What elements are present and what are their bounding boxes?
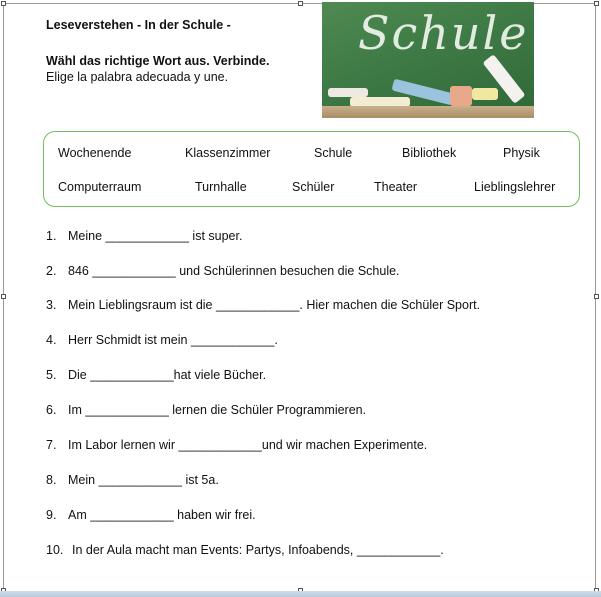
word-bank-item[interactable]: Turnhalle <box>195 180 247 194</box>
question-number: 3. <box>46 298 57 312</box>
question-text: Meine ____________ ist super. <box>68 229 243 243</box>
word-bank-item[interactable]: Klassenzimmer <box>185 146 271 160</box>
resize-handle-middle-right[interactable] <box>594 294 599 299</box>
question-number: 5. <box>46 368 57 382</box>
question-number: 9. <box>46 508 57 522</box>
status-strip <box>0 591 601 597</box>
worksheet-title: Leseverstehen - In der Schule - <box>46 18 231 32</box>
chalk-tray <box>322 106 534 118</box>
word-bank-item[interactable]: Schule <box>314 146 353 160</box>
word-bank-box <box>43 131 580 207</box>
word-bank-item[interactable]: Theater <box>374 180 418 194</box>
question-item <box>46 473 219 487</box>
question-text: Die ____________hat viele Bücher. <box>68 368 267 382</box>
question-number: 7. <box>46 438 57 452</box>
resize-handle-top-center[interactable] <box>298 1 303 6</box>
question-number: 6. <box>46 403 57 417</box>
chalkboard-photo <box>322 2 534 118</box>
question-text: Mein ____________ ist 5a. <box>68 473 219 487</box>
question-item <box>46 229 242 243</box>
question-text: Im Labor lernen wir ____________und wir machen Experimente. <box>68 438 428 452</box>
chalk-piece <box>472 88 498 100</box>
question-item <box>46 403 366 417</box>
question-text: Herr Schmidt ist mein ____________. <box>68 333 278 347</box>
question-item <box>46 264 400 278</box>
word-bank-item[interactable]: Lieblingslehrer <box>474 180 556 194</box>
question-item <box>46 508 256 522</box>
chalk-piece <box>328 88 368 97</box>
question-number: 1. <box>46 229 57 243</box>
question-item <box>46 368 266 382</box>
word-bank-item[interactable]: Physik <box>503 146 540 160</box>
question-number: 10. <box>46 543 64 557</box>
question-item <box>46 543 444 557</box>
question-number: 8. <box>46 473 57 487</box>
chalk-piece <box>450 86 472 106</box>
word-bank-item[interactable]: Bibliothek <box>402 146 457 160</box>
question-item <box>46 438 427 452</box>
question-text: Im ____________ lernen die Schüler Programmieren. <box>68 403 367 417</box>
question-item <box>46 333 278 347</box>
resize-handle-top-left[interactable] <box>1 1 6 6</box>
chalkboard-word: Schule <box>358 6 529 60</box>
resize-handle-middle-left[interactable] <box>1 294 6 299</box>
question-number: 4. <box>46 333 57 347</box>
question-text: In der Aula macht man Events: Partys, Infoabends, ____________. <box>72 543 444 557</box>
question-text: 846 ____________ und Schülerinnen besuchen die Schule. <box>68 264 400 278</box>
question-text: Mein Lieblingsraum ist die ____________. Hier machen die Schüler Sport. <box>68 298 481 312</box>
word-bank-item[interactable]: Wochenende <box>58 146 132 160</box>
question-number: 2. <box>46 264 57 278</box>
word-bank-item[interactable]: Computerraum <box>58 180 142 194</box>
instruction-german: Wähl das richtige Wort aus. Verbinde. <box>46 54 270 68</box>
instruction-spanish: Elige la palabra adecuada y une. <box>46 70 229 84</box>
question-item <box>46 298 480 312</box>
question-text: Am ____________ haben wir frei. <box>68 508 256 522</box>
resize-handle-top-right[interactable] <box>594 1 599 6</box>
word-bank-item[interactable]: Schüler <box>292 180 335 194</box>
